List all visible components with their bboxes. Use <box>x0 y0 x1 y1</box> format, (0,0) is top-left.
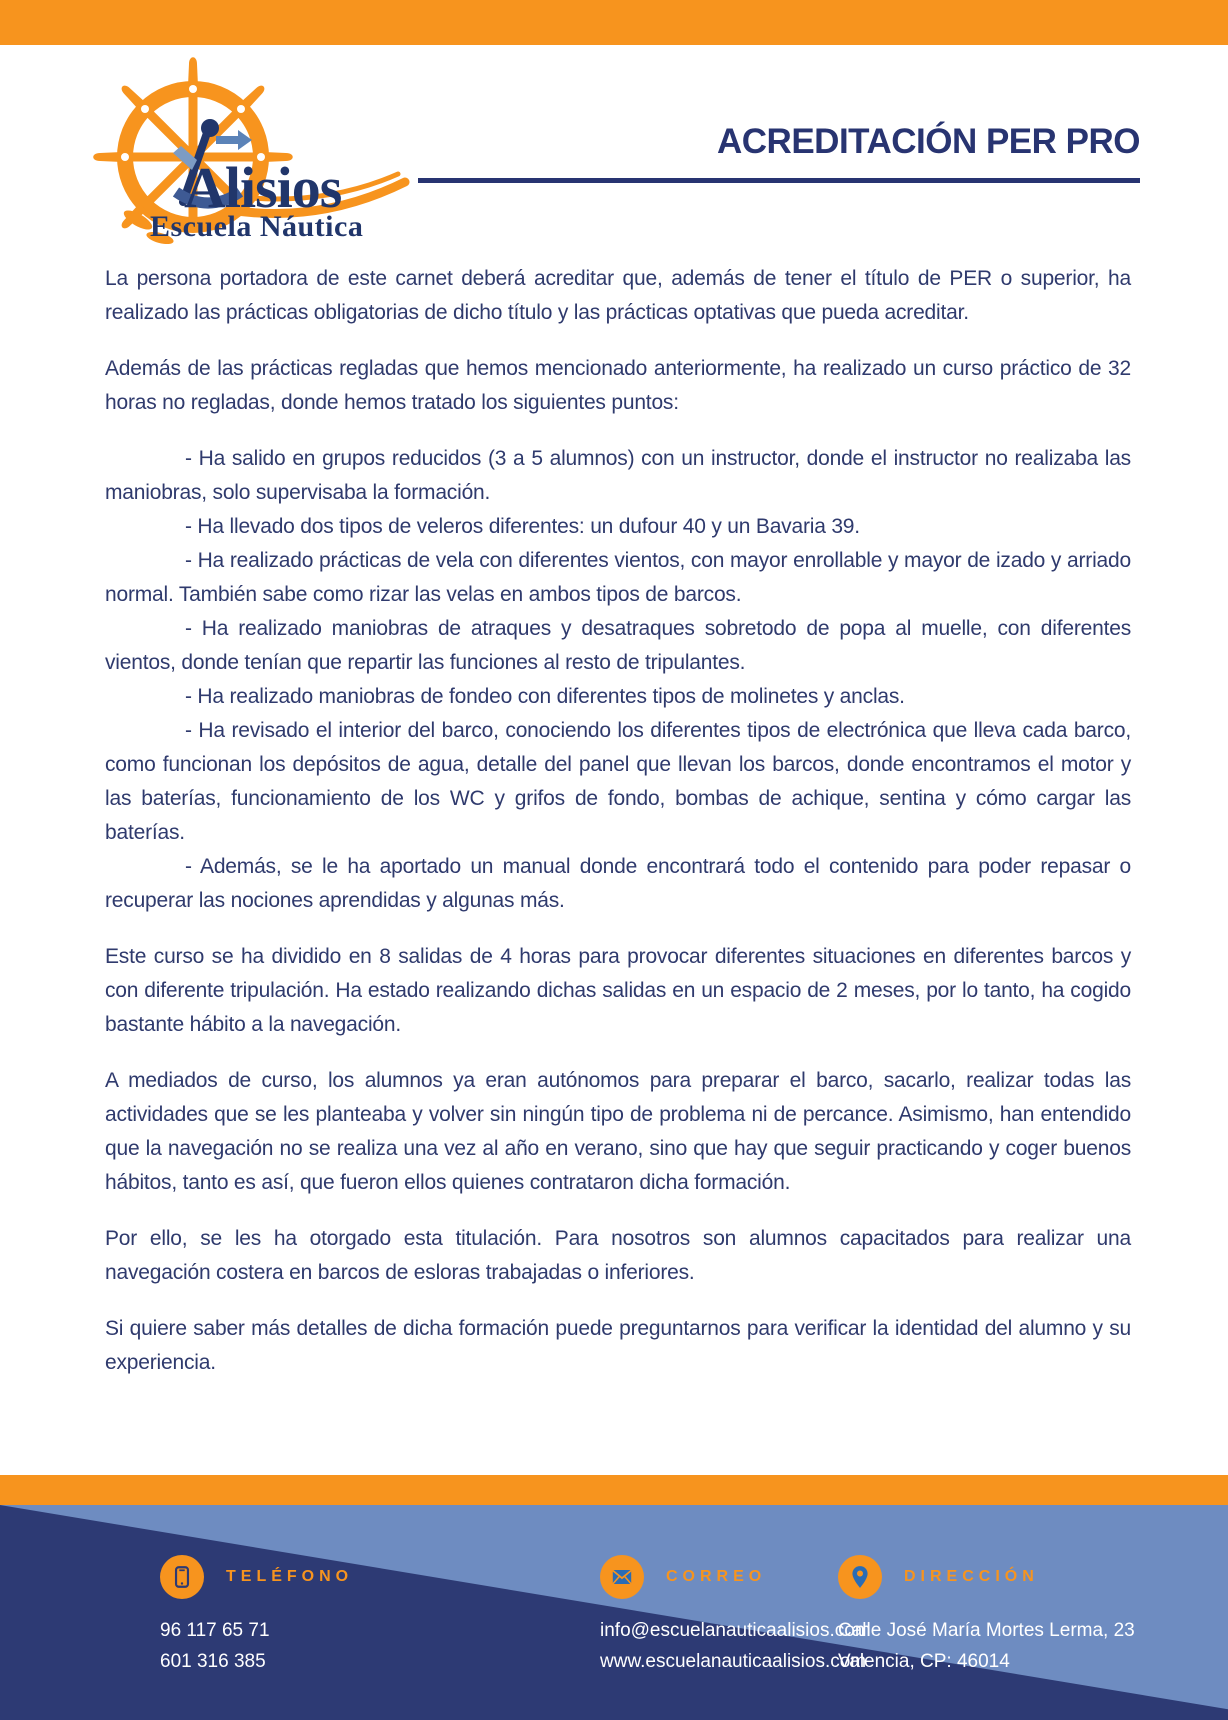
bullet-item: - Ha revisado el interior del barco, conociendo los diferentes tipos de electrónica que lleva cada barco, como funcionan los depósitos de agua, detalle del panel que llevan los barcos, donde encontramos el motor y las baterías, funcionamiento de los WC y grifos de fondo, bombas de achique, sentina y cómo cargar las baterías. <box>105 719 1131 844</box>
phone-number-1: 96 117 65 71 <box>160 1620 270 1641</box>
paragraph: La persona portadora de este carnet deberá acreditar que, además de tener el título de PER o superior, ha realizado las prácticas obligatorias de dicho título y las prácticas optativas que pueda acreditar. <box>105 267 1131 324</box>
bullet-item: - Ha realizado maniobras de atraques y desatraques sobretodo de popa al muelle, con diferentes vientos, donde tenían que repartir las funciones al resto de tripulantes. <box>105 617 1131 674</box>
contact-address <box>838 1555 1135 1677</box>
website-url: www.escuelanauticaalisios.com <box>600 1651 867 1672</box>
paragraph: Por ello, se les ha otorgado esta titulación. Para nosotros son alumnos capacitados para realizar una navegación costera en barcos de esloras trabajadas o inferiores. <box>105 1227 1131 1284</box>
paragraph: Si quiere saber más detalles de dicha formación puede preguntarnos para verificar la identidad del alumno y su experiencia. <box>105 1317 1131 1374</box>
footer-orange-band <box>0 1475 1228 1505</box>
paragraph: Este curso se ha dividido en 8 salidas de 4 horas para provocar diferentes situaciones en diferentes barcos y con diferente tripulación. Ha estado realizando dichas salidas en un espacio de 2 meses, por lo tanto, ha cogido bastante hábito a la navegación. <box>105 945 1131 1036</box>
alisios-logo <box>80 52 440 262</box>
address-line-1: Calle José María Mortes Lerma, 23 <box>838 1620 1135 1641</box>
bullet-item: - Ha realizado maniobras de fondeo con diferentes tipos de molinetes y anclas. <box>185 685 905 708</box>
logo-subtitle: Escuela Náutica <box>150 210 364 243</box>
title-underline <box>418 178 1140 183</box>
contact-phone <box>160 1555 353 1677</box>
address-label: DIRECCIÓN <box>904 1568 1039 1585</box>
address-line-2: Valencia, CP: 46014 <box>838 1651 1010 1672</box>
paragraph: Además de las prácticas regladas que hemos mencionado anteriormente, ha realizado un curso práctico de 32 horas no regladas, donde hemos tratado los siguientes puntos: <box>105 357 1131 414</box>
phone-icon <box>160 1555 204 1599</box>
phone-number-2: 601 316 385 <box>160 1651 266 1672</box>
page-title: ACREDITACIÓN PER PRO <box>717 122 1140 161</box>
bullet-item: - Ha salido en grupos reducidos (3 a 5 alumnos) con un instructor, donde el instructor no realizaba las maniobras, solo supervisaba la formación. <box>105 447 1131 504</box>
email-address: info@escuelanauticaalisios.com <box>600 1620 871 1641</box>
bullet-item: - Ha llevado dos tipos de veleros diferentes: un dufour 40 y un Bavaria 39. <box>185 515 860 538</box>
envelope-icon <box>600 1555 644 1599</box>
logo-wordmark: Alisios <box>184 155 342 220</box>
bullet-item: - Además, se le ha aportado un manual donde encontrará todo el contenido para poder repasar o recuperar las nociones aprendidas y algunas más. <box>105 855 1131 912</box>
letter-body <box>105 262 1131 1402</box>
bullet-item: - Ha realizado prácticas de vela con diferentes vientos, con mayor enrollable y mayor de izado y arriado normal. También sabe como rizar las velas en ambos tipos de barcos. <box>105 549 1131 606</box>
paragraph: A mediados de curso, los alumnos ya eran autónomos para preparar el barco, sacarlo, realizar todas las actividades que se les planteaba y volver sin ningún tipo de problema ni de percance. Asimismo, han entendido que la navegación no se realiza una vez al año en verano, sino que hay que seguir practicando y coger buenos hábitos, tanto es así, que fueron ellos quienes contrataron dicha formación. <box>105 1069 1131 1194</box>
map-pin-icon <box>838 1555 882 1599</box>
footer <box>0 1505 1228 1720</box>
email-label: CORREO <box>666 1568 767 1585</box>
phone-label: TELÉFONO <box>226 1568 354 1585</box>
contact-email <box>600 1555 871 1677</box>
bullet-list <box>105 442 1131 918</box>
top-orange-band <box>0 0 1228 45</box>
